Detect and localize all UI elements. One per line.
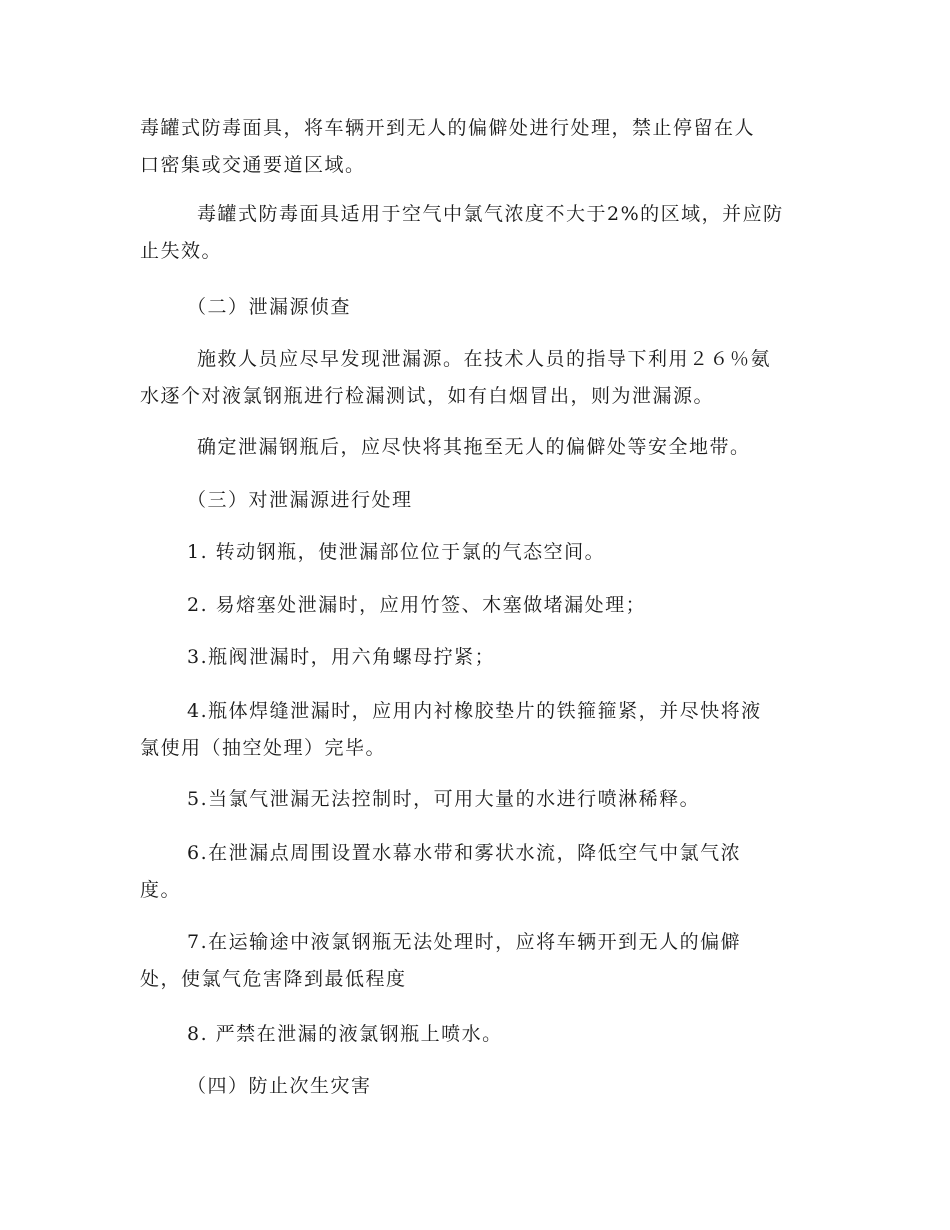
list-item-1 bbox=[187, 534, 605, 571]
text-line: 处，使氯气危害降到最低程度 bbox=[140, 968, 407, 990]
section-heading-leak-detection bbox=[187, 289, 351, 326]
text-line: 2. 易熔塞处泄漏时，应用竹签、木塞做堵漏处理； bbox=[187, 594, 647, 616]
list-item-7 bbox=[140, 924, 741, 998]
list-item-4 bbox=[140, 693, 762, 767]
text-line: （三）对泄漏源进行处理 bbox=[187, 489, 413, 511]
paragraph-gas-mask-limit bbox=[140, 196, 784, 270]
text-line: 水逐个对液氯钢瓶进行检漏测试，如有白烟冒出，则为泄漏源。 bbox=[140, 385, 715, 407]
text-line: 毒罐式防毒面具适用于空气中氯气浓度不大于2%的区域，并应防 bbox=[197, 203, 784, 225]
list-item-8 bbox=[187, 1016, 503, 1053]
text-line: 度。 bbox=[140, 879, 182, 901]
text-line: 止失效。 bbox=[140, 240, 223, 262]
list-item-3 bbox=[187, 639, 495, 676]
text-line: （二）泄漏源侦查 bbox=[187, 296, 352, 318]
text-line: 4.瓶体焊缝泄漏时，应用内衬橡胶垫片的铁箍箍紧，并尽快将液 bbox=[187, 700, 762, 722]
text-line: 7.在运输途中液氯钢瓶无法处理时，应将车辆开到无人的偏僻 bbox=[187, 931, 742, 953]
paragraph-gas-mask-usage bbox=[140, 110, 755, 184]
list-item-2 bbox=[187, 587, 646, 624]
text-line: 3.瓶阀泄漏时，用六角螺母拧紧； bbox=[187, 646, 496, 668]
text-line: 氯使用（抽空处理）完毕。 bbox=[140, 737, 387, 759]
section-heading-secondary-disaster bbox=[187, 1068, 372, 1105]
paragraph-move-cylinder bbox=[197, 429, 751, 466]
text-line: 口密集或交通要道区域。 bbox=[140, 154, 366, 176]
text-line: 6.在泄漏点周围设置水幕水带和雾状水流，降低空气中氯气浓 bbox=[187, 842, 742, 864]
text-line: （四）防止次生灾害 bbox=[187, 1075, 372, 1097]
text-line: 5.当氯气泄漏无法控制时，可用大量的水进行喷淋稀释。 bbox=[187, 788, 701, 810]
text-line: 1. 转动钢瓶，使泄漏部位位于氯的气态空间。 bbox=[187, 541, 606, 563]
list-item-6 bbox=[140, 835, 741, 909]
paragraph-leak-detection bbox=[140, 341, 771, 415]
text-line: 8. 严禁在泄漏的液氯钢瓶上喷水。 bbox=[187, 1023, 503, 1045]
section-heading-leak-treatment bbox=[187, 482, 413, 519]
text-line: 施救人员应尽早发现泄漏源。在技术人员的指导下利用２６％氨 bbox=[197, 348, 772, 370]
text-line: 确定泄漏钢瓶后，应尽快将其拖至无人的偏僻处等安全地带。 bbox=[197, 436, 751, 458]
list-item-5 bbox=[187, 781, 700, 818]
text-line: 毒罐式防毒面具，将车辆开到无人的偏僻处进行处理，禁止停留在人 bbox=[140, 117, 756, 139]
